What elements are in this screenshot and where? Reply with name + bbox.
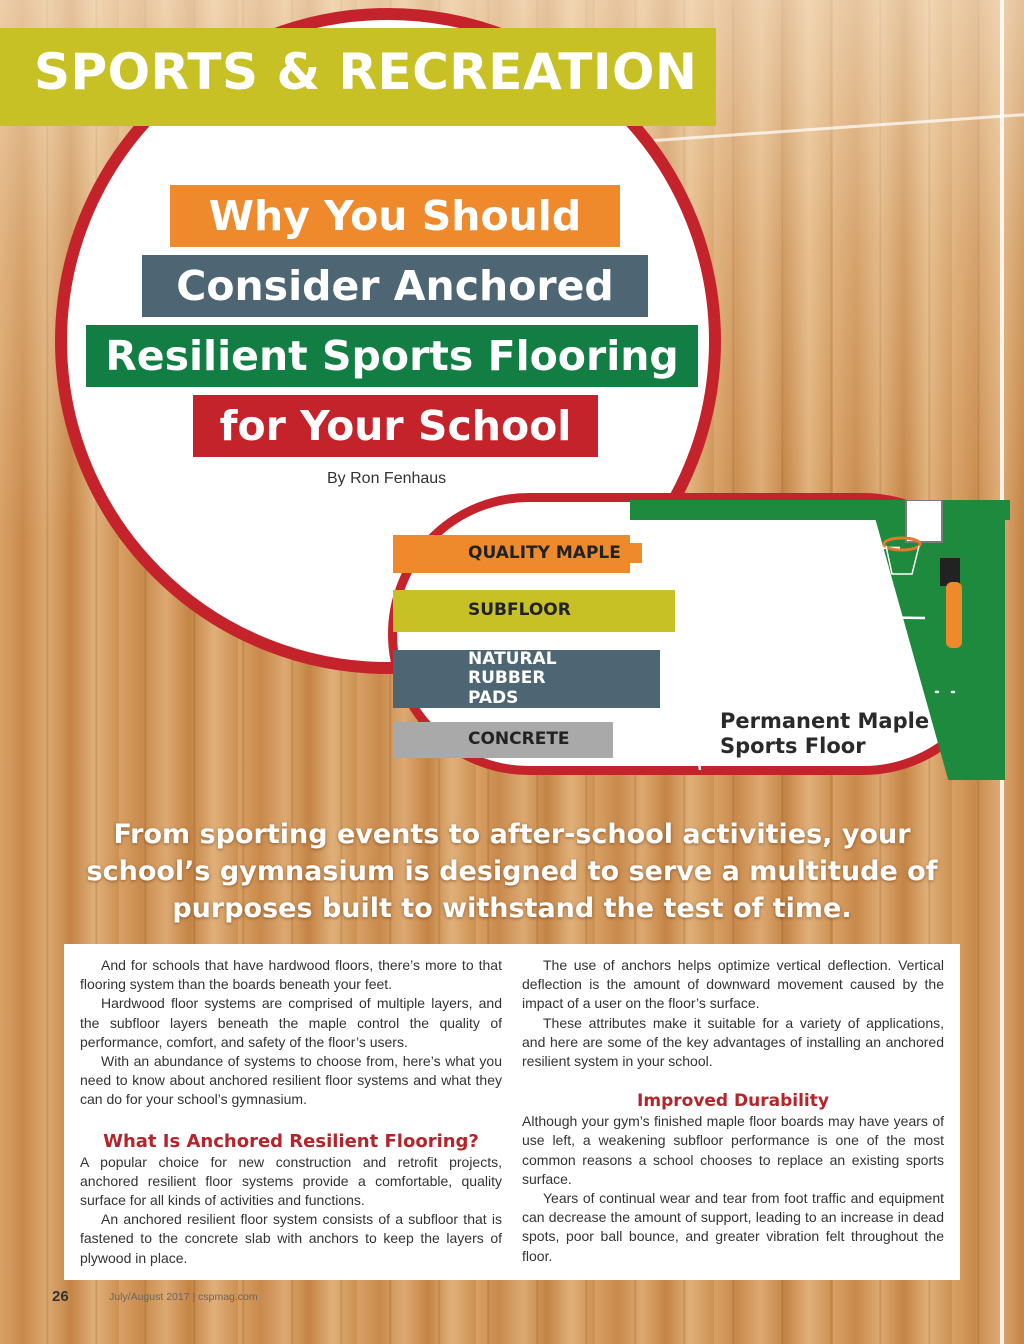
paragraph: A popular choice for new construction and retrofit projects, anchored resilient floor systems provide a comfortable, quality surface for all kinds of activities and functions.	[80, 1153, 502, 1209]
paragraph: Hardwood floor systems are comprised of multiple layers, and the subfloor layers beneath the maple control the quality of performance, comfort, and safety of the floor’s users.	[80, 995, 502, 1050]
layer-tab	[630, 543, 642, 563]
inset-caption-line: Sports Floor	[720, 734, 866, 759]
paragraph: Although your gym’s finished maple floor boards may have years of use left, a weakening subfloor performance is one of the most common reasons a school chooses to replace an existing sports surface.	[522, 1113, 944, 1187]
paragraph: These attributes make it suitable for a variety of applications, and here are some of the key advantages of installing an anchored resilient system in your school.	[522, 1014, 944, 1070]
issue-info: July/August 2017 | cspmag.com	[109, 1291, 258, 1303]
lead-paragraph: From sporting events to after-school activities, your school’s gymnasium is designed to serve a multitude of purposes built to withstand the test of time.	[86, 819, 938, 924]
title-line-2: Consider Anchored	[142, 255, 648, 317]
pole	[940, 558, 960, 586]
inset-caption	[720, 709, 929, 759]
title-line-4: for Your School	[193, 395, 598, 457]
byline: By Ron Fenhaus	[327, 470, 447, 487]
layer-concrete: CONCRETE	[393, 722, 613, 758]
title-line-3: Resilient Sports Flooring	[86, 325, 698, 387]
hoop	[884, 538, 920, 550]
section-label: SPORTS & RECREATION	[34, 43, 698, 101]
left-column	[80, 956, 502, 1268]
backboard	[906, 500, 942, 542]
paragraph: The use of anchors helps optimize vertical deflection. Vertical deflection is the amount of downward movement caused by the impact of a user on the floor’s surface.	[522, 957, 944, 1012]
paragraph: Years of continual wear and tear from foot traffic and equipment can decrease the amount of support, leading to an increase in dead spots, poor ball bounce, and greater vibration felt throughout the floor.	[522, 1190, 944, 1264]
layer-rubber-pads	[393, 650, 660, 708]
page-number: 26	[52, 1288, 69, 1305]
section-heading: Improved Durability	[637, 1091, 829, 1112]
paragraph: And for schools that have hardwood floors, there’s more to that flooring system than the boards beneath your feet.	[80, 957, 502, 993]
layer-subfloor: SUBFLOOR	[393, 590, 675, 632]
pole-padding	[946, 582, 962, 648]
paragraph: With an abundance of systems to choose from, here’s what you need to know about anchored resilient floor systems and what they can do for your school’s gymnasium.	[80, 1053, 502, 1108]
title-line-1: Why You Should	[170, 185, 620, 247]
paragraph: An anchored resilient floor system consists of a subfloor that is fastened to the concrete slab with anchors to keep the layers of plywood in place.	[80, 1211, 502, 1266]
section-heading: What Is Anchored Resilient Flooring?	[103, 1130, 479, 1152]
layer-quality-maple: QUALITY MAPLE	[393, 535, 630, 573]
inset-caption-line: Permanent Maple	[720, 709, 930, 733]
layer-rubber-pads-label: NATURAL RUBBER PADS	[468, 648, 557, 708]
right-column	[522, 956, 944, 1266]
article-body	[64, 944, 960, 1280]
